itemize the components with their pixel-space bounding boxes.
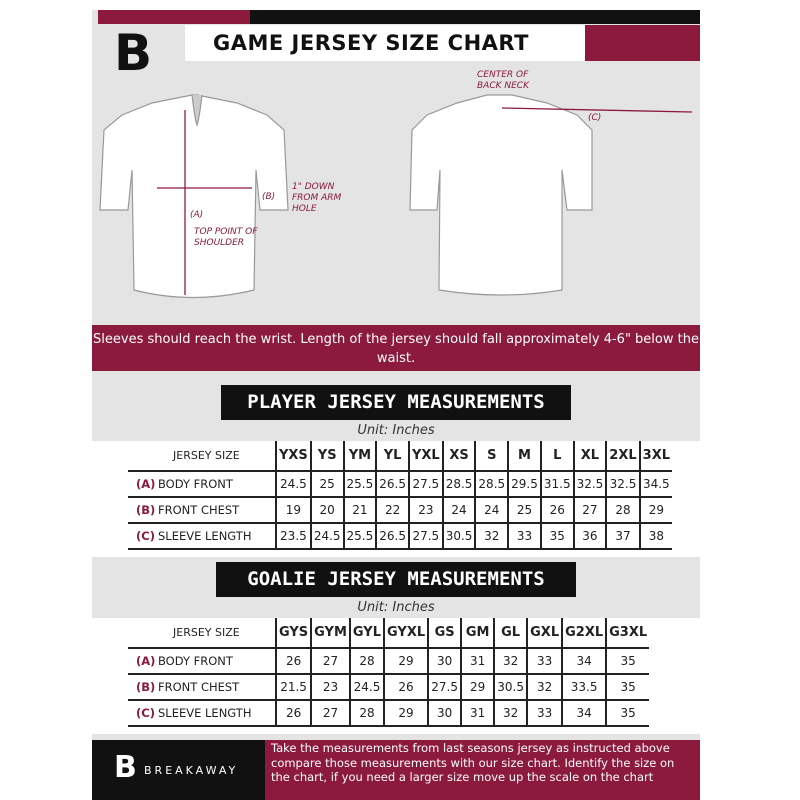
table-cell: 32: [475, 523, 508, 549]
table-row: [128, 471, 672, 497]
table-cell: 26.5: [376, 523, 409, 549]
table-cell: 28: [350, 700, 384, 726]
table-row: [128, 674, 649, 700]
row-label: [128, 497, 276, 523]
row-letter: (B): [136, 680, 156, 694]
size-header: YL: [376, 441, 409, 471]
table-cell: 23: [409, 497, 443, 523]
table-cell: 25.5: [344, 471, 377, 497]
player-unit: Unit: Inches: [357, 423, 435, 438]
player-table-band: [92, 441, 700, 557]
label-c: (C): [588, 113, 602, 123]
table-cell: 30.5: [494, 674, 527, 700]
row-name: FRONT CHEST: [158, 503, 240, 517]
row-label: [128, 471, 276, 497]
goalie-section-title: GOALIE JERSEY MEASUREMENTS: [216, 562, 576, 597]
label-b: (B): [262, 192, 276, 202]
table-cell: 23.5: [276, 523, 311, 549]
size-header: XS: [443, 441, 476, 471]
table-cell: 21.5: [276, 674, 311, 700]
goalie-size-table: [128, 618, 649, 727]
table-cell: 35: [606, 700, 649, 726]
table-cell: 25.5: [344, 523, 377, 549]
size-header: M: [508, 441, 541, 471]
fit-banner: Sleeves should reach the wrist. Length of the jersey should fall approximately 4-6" below the waist.: [92, 325, 700, 371]
table-cell: 32: [494, 700, 527, 726]
table-row: [128, 700, 649, 726]
top-bar-black: [250, 10, 700, 24]
table-cell: 24.5: [350, 674, 384, 700]
table-cell: 26.5: [376, 471, 409, 497]
table-cell: 24.5: [276, 471, 311, 497]
row-name: SLEEVE LENGTH: [158, 529, 252, 543]
table-cell: 21: [344, 497, 377, 523]
size-header: GYS: [276, 618, 311, 648]
table-cell: 24.5: [311, 523, 344, 549]
label-a: (A): [190, 210, 204, 220]
table-cell: 24: [443, 497, 476, 523]
size-header: YM: [344, 441, 377, 471]
table-cell: 27: [574, 497, 607, 523]
size-header: 3XL: [640, 441, 672, 471]
table-cell: 26: [541, 497, 574, 523]
table-cell: 32.5: [606, 471, 639, 497]
table-row: [128, 497, 672, 523]
size-header: GM: [461, 618, 494, 648]
table-cell: 33.5: [562, 674, 606, 700]
table-cell: 25: [508, 497, 541, 523]
table-cell: 28: [606, 497, 639, 523]
table-cell: 37: [606, 523, 639, 549]
player-section-title: PLAYER JERSEY MEASUREMENTS: [221, 385, 571, 420]
footer-brand: [92, 740, 265, 800]
size-header: G2XL: [562, 618, 606, 648]
row-label: [128, 674, 276, 700]
page-title: GAME JERSEY SIZE CHART: [185, 25, 585, 61]
table-cell: 28.5: [475, 471, 508, 497]
table-cell: 31: [461, 700, 494, 726]
table-cell: 34: [562, 700, 606, 726]
table-cell: 35: [606, 648, 649, 674]
table-cell: 34: [562, 648, 606, 674]
size-header: GXL: [527, 618, 562, 648]
table-cell: 28.5: [443, 471, 476, 497]
table-cell: 38: [640, 523, 672, 549]
table-cell: 27.5: [428, 674, 461, 700]
table-cell: 19: [276, 497, 311, 523]
label-c-text: CENTER OF BACK NECK: [477, 70, 529, 91]
table-cell: 29: [461, 674, 494, 700]
table-cell: 25: [311, 471, 344, 497]
size-header: GYXL: [384, 618, 428, 648]
table-cell: 20: [311, 497, 344, 523]
table-row: [128, 648, 649, 674]
header-label: JERSEY SIZE: [128, 618, 276, 648]
size-header: YXS: [276, 441, 311, 471]
label-b-text: 1" DOWN FROM ARM HOLE: [292, 182, 342, 214]
table-cell: 35: [541, 523, 574, 549]
table-cell: 33: [508, 523, 541, 549]
table-cell: 30: [428, 648, 461, 674]
row-name: FRONT CHEST: [158, 680, 240, 694]
table-cell: 27.5: [409, 471, 443, 497]
row-letter: (A): [136, 477, 156, 491]
size-chart-page: [92, 10, 700, 800]
row-name: SLEEVE LENGTH: [158, 706, 252, 720]
jersey-diagram: [92, 70, 700, 320]
row-label: [128, 700, 276, 726]
table-cell: 29: [384, 700, 428, 726]
goalie-table-band: [92, 618, 700, 734]
table-cell: 29.5: [508, 471, 541, 497]
header-label: JERSEY SIZE: [128, 441, 276, 471]
table-header-row: [128, 441, 672, 471]
footer-brand-name: BREAKAWAY: [144, 764, 239, 777]
table-cell: 27.5: [409, 523, 443, 549]
size-header: XL: [574, 441, 607, 471]
table-header-row: [128, 618, 649, 648]
row-letter: (C): [136, 706, 155, 720]
table-cell: 23: [311, 674, 350, 700]
table-cell: 30.5: [443, 523, 476, 549]
table-cell: 32.5: [574, 471, 607, 497]
row-name: BODY FRONT: [158, 477, 233, 491]
footer-logo: B: [114, 750, 137, 785]
row-name: BODY FRONT: [158, 654, 233, 668]
goalie-unit: Unit: Inches: [357, 600, 435, 615]
footer-instructions: Take the measurements from last seasons jersey as instructed above compare those measurements with our size chart. Identify the size on the chart, if you need a larger size move up the scale on the chart: [265, 740, 700, 800]
table-cell: 33: [527, 700, 562, 726]
table-cell: 28: [350, 648, 384, 674]
table-cell: 31.5: [541, 471, 574, 497]
size-header: YS: [311, 441, 344, 471]
size-header: 2XL: [606, 441, 639, 471]
table-cell: 32: [527, 674, 562, 700]
row-letter: (C): [136, 529, 155, 543]
top-bar-maroon: [98, 10, 250, 24]
table-row: [128, 523, 672, 549]
table-cell: 26: [384, 674, 428, 700]
table-cell: 27: [311, 648, 350, 674]
size-header: GL: [494, 618, 527, 648]
size-header: GYM: [311, 618, 350, 648]
row-label: [128, 648, 276, 674]
player-size-table: [128, 441, 672, 550]
row-letter: (B): [136, 503, 156, 517]
table-cell: 29: [640, 497, 672, 523]
table-cell: 35: [606, 674, 649, 700]
table-cell: 31: [461, 648, 494, 674]
title-accent-block: [585, 25, 700, 61]
label-a-text: TOP POINT OF SHOULDER: [194, 227, 258, 248]
size-header: G3XL: [606, 618, 649, 648]
table-cell: 32: [494, 648, 527, 674]
size-header: YXL: [409, 441, 443, 471]
table-cell: 24: [475, 497, 508, 523]
table-cell: 27: [311, 700, 350, 726]
table-cell: 26: [276, 700, 311, 726]
table-cell: 36: [574, 523, 607, 549]
table-cell: 30: [428, 700, 461, 726]
size-header: S: [475, 441, 508, 471]
breakaway-logo: B: [114, 24, 153, 82]
row-label: [128, 523, 276, 549]
table-cell: 22: [376, 497, 409, 523]
table-cell: 34.5: [640, 471, 672, 497]
table-cell: 33: [527, 648, 562, 674]
table-cell: 26: [276, 648, 311, 674]
size-header: GS: [428, 618, 461, 648]
table-cell: 29: [384, 648, 428, 674]
row-letter: (A): [136, 654, 156, 668]
size-header: L: [541, 441, 574, 471]
size-header: GYL: [350, 618, 384, 648]
